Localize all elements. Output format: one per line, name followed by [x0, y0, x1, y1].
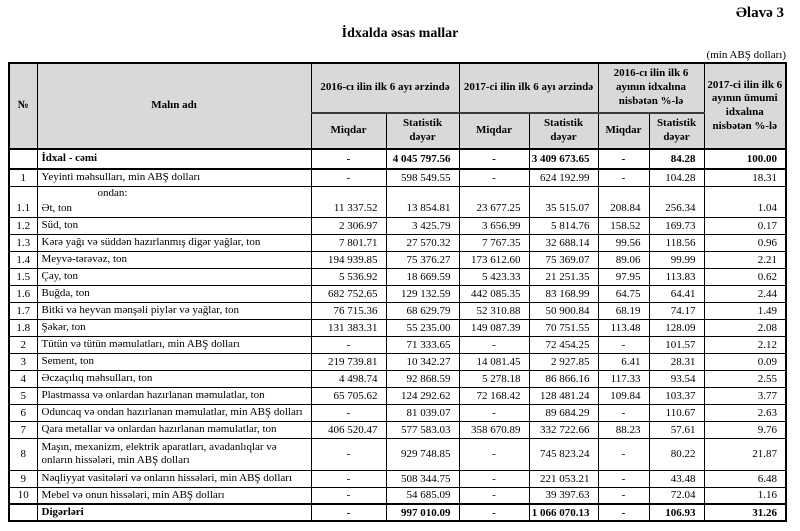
value-cell: 745 823.24 — [529, 438, 598, 470]
value-cell: - — [311, 149, 386, 169]
value-cell: 5 814.76 — [529, 217, 598, 234]
value-cell: - — [311, 404, 386, 421]
value-cell: 35 515.07 — [529, 200, 598, 217]
value-cell: 6.48 — [704, 470, 786, 487]
value-cell: 86 866.16 — [529, 370, 598, 387]
table-row — [9, 302, 786, 319]
value-cell: 57.61 — [649, 421, 704, 438]
value-cell: 2.21 — [704, 251, 786, 268]
value-cell: 72 454.25 — [529, 336, 598, 353]
value-cell: 1.16 — [704, 487, 786, 504]
value-cell: 99.99 — [649, 251, 704, 268]
value-cell: 0.62 — [704, 268, 786, 285]
value-cell: 110.67 — [649, 404, 704, 421]
value-cell — [311, 186, 386, 200]
value-cell: 129 132.59 — [386, 285, 459, 302]
value-cell: 75 376.27 — [386, 251, 459, 268]
value-cell: 88.23 — [598, 421, 649, 438]
product-name-cell: Nəqliyyat vasitələri və onların hissələri, min ABŞ dolları — [37, 470, 311, 487]
table-row — [9, 370, 786, 387]
table-header — [9, 63, 786, 149]
value-cell: 97.95 — [598, 268, 649, 285]
value-cell: - — [598, 336, 649, 353]
value-cell: 80.22 — [649, 438, 704, 470]
value-cell: 2.55 — [704, 370, 786, 387]
value-cell: 442 085.35 — [459, 285, 529, 302]
value-cell: 3 425.79 — [386, 217, 459, 234]
col-header-quantity-2016: Miqdar — [311, 113, 386, 149]
value-cell: - — [459, 487, 529, 504]
value-cell: - — [598, 169, 649, 186]
value-cell: - — [311, 336, 386, 353]
value-cell: - — [598, 504, 649, 521]
value-cell: 99.56 — [598, 234, 649, 251]
value-cell: 27 570.32 — [386, 234, 459, 251]
value-cell: 89.06 — [598, 251, 649, 268]
col-header-statvalue-2016: Statistik dəyər — [386, 113, 459, 149]
row-number-cell: 3 — [9, 353, 37, 370]
value-cell: 72 168.42 — [459, 387, 529, 404]
col-header-quantity-2017: Miqdar — [459, 113, 529, 149]
table-row — [9, 470, 786, 487]
product-name-cell: Qara metallar və onlardan hazırlanan məmulatlar, ton — [37, 421, 311, 438]
row-number-cell: 1.8 — [9, 319, 37, 336]
value-cell: 929 748.85 — [386, 438, 459, 470]
value-cell: 131 383.31 — [311, 319, 386, 336]
row-number-cell — [9, 504, 37, 521]
value-cell: 13 854.81 — [386, 200, 459, 217]
value-cell: - — [598, 149, 649, 169]
col-header-statvalue-2017: Statistik dəyər — [529, 113, 598, 149]
value-cell: - — [459, 149, 529, 169]
value-cell: 101.57 — [649, 336, 704, 353]
table-row — [9, 217, 786, 234]
page-title: İdxalda əsas mallar — [341, 26, 459, 41]
table-row — [9, 421, 786, 438]
value-cell — [704, 186, 786, 200]
row-number-cell — [9, 186, 37, 200]
value-cell: 65 705.62 — [311, 387, 386, 404]
col-group-ratio-2016: 2016-cı ilin ilk 6 ayının idxalına nisbətən %-lə — [598, 63, 704, 113]
row-number-cell: 1.3 — [9, 234, 37, 251]
table-row-subheading — [9, 186, 786, 200]
value-cell: 70 751.55 — [529, 319, 598, 336]
value-cell: 997 010.09 — [386, 504, 459, 521]
col-group-2016: 2016-cı ilin ilk 6 ayı ərzində — [311, 63, 459, 113]
value-cell: 2 927.85 — [529, 353, 598, 370]
value-cell: 43.48 — [649, 470, 704, 487]
value-cell: 194 939.85 — [311, 251, 386, 268]
value-cell: 14 081.45 — [459, 353, 529, 370]
table-row — [9, 234, 786, 251]
row-number-cell: 8 — [9, 438, 37, 470]
value-cell: 21.87 — [704, 438, 786, 470]
table-row-total — [9, 149, 786, 169]
value-cell: - — [311, 438, 386, 470]
table-row — [9, 404, 786, 421]
row-number-cell: 1.2 — [9, 217, 37, 234]
value-cell: 124 292.62 — [386, 387, 459, 404]
value-cell: 50 900.84 — [529, 302, 598, 319]
value-cell: 2.12 — [704, 336, 786, 353]
value-cell: 72.04 — [649, 487, 704, 504]
value-cell: 9.76 — [704, 421, 786, 438]
row-number-cell: 1.7 — [9, 302, 37, 319]
row-number-cell: 1.4 — [9, 251, 37, 268]
value-cell: 10 342.27 — [386, 353, 459, 370]
table-row — [9, 319, 786, 336]
product-name-cell: Oduncaq və ondan hazırlanan məmulatlar, min ABŞ dolları — [37, 404, 311, 421]
value-cell: 169.73 — [649, 217, 704, 234]
value-cell: 332 722.66 — [529, 421, 598, 438]
row-number-cell: 1.6 — [9, 285, 37, 302]
value-cell: 23 677.25 — [459, 200, 529, 217]
value-cell: 128 481.24 — [529, 387, 598, 404]
table-row-others-total — [9, 504, 786, 521]
value-cell: 104.28 — [649, 169, 704, 186]
value-cell: 1.49 — [704, 302, 786, 319]
value-cell: 68 629.79 — [386, 302, 459, 319]
value-cell: 89 684.29 — [529, 404, 598, 421]
value-cell: - — [459, 404, 529, 421]
table-row — [9, 487, 786, 504]
value-cell — [529, 186, 598, 200]
value-cell: 2.44 — [704, 285, 786, 302]
imports-table — [8, 62, 787, 522]
product-name-cell: Buğda, ton — [37, 285, 311, 302]
value-cell: 173 612.60 — [459, 251, 529, 268]
value-cell — [386, 186, 459, 200]
value-cell: 117.33 — [598, 370, 649, 387]
value-cell: 92 868.59 — [386, 370, 459, 387]
table-body — [9, 149, 786, 521]
row-number-cell: 2 — [9, 336, 37, 353]
value-cell: 83 168.99 — [529, 285, 598, 302]
product-name-cell: Bitki və heyvan mənşəli piylər və yağlar, ton — [37, 302, 311, 319]
value-cell: 76 715.36 — [311, 302, 386, 319]
col-header-statvalue-ratio: Statistik dəyər — [649, 113, 704, 149]
value-cell: 18 669.59 — [386, 268, 459, 285]
value-cell: 3 656.99 — [459, 217, 529, 234]
table-row — [9, 169, 786, 186]
product-name-cell: Əczaçılıq məhsulları, ton — [37, 370, 311, 387]
value-cell: - — [598, 470, 649, 487]
product-name-cell: Süd, ton — [37, 217, 311, 234]
table-row — [9, 353, 786, 370]
col-header-number: № — [9, 63, 37, 149]
product-name-cell: Tütün və tütün məmulatları, min ABŞ dolları — [37, 336, 311, 353]
col-header-share-2017: 2017-ci ilin ilk 6 ayının ümumi idxalına nisbətən %-lə — [704, 63, 786, 149]
value-cell: 55 235.00 — [386, 319, 459, 336]
value-cell: 256.34 — [649, 200, 704, 217]
product-name-cell: İdxal - cəmi — [37, 149, 311, 169]
product-name-cell: Kərə yağı və süddən hazırlanmış digər yağlar, ton — [37, 234, 311, 251]
value-cell: 1 066 070.13 — [529, 504, 598, 521]
value-cell: 4 498.74 — [311, 370, 386, 387]
table-row — [9, 251, 786, 268]
value-cell: 221 053.21 — [529, 470, 598, 487]
value-cell: - — [598, 438, 649, 470]
value-cell: 4 045 797.56 — [386, 149, 459, 169]
value-cell: 28.31 — [649, 353, 704, 370]
value-cell: 93.54 — [649, 370, 704, 387]
value-cell: 81 039.07 — [386, 404, 459, 421]
value-cell: 64.75 — [598, 285, 649, 302]
value-cell: 1.04 — [704, 200, 786, 217]
value-cell: 64.41 — [649, 285, 704, 302]
product-name-cell: Digərləri — [37, 504, 311, 521]
value-cell — [598, 186, 649, 200]
value-cell: - — [459, 470, 529, 487]
value-cell: 11 337.52 — [311, 200, 386, 217]
value-cell: 208.84 — [598, 200, 649, 217]
value-cell: 128.09 — [649, 319, 704, 336]
page-header — [0, 0, 800, 61]
value-cell: 358 670.89 — [459, 421, 529, 438]
value-cell: 100.00 — [704, 149, 786, 169]
value-cell: - — [598, 404, 649, 421]
row-number-cell: 1.1 — [9, 200, 37, 217]
value-cell: 158.52 — [598, 217, 649, 234]
value-cell: - — [459, 438, 529, 470]
value-cell: 219 739.81 — [311, 353, 386, 370]
col-header-product-name: Malın adı — [37, 63, 311, 149]
product-name-cell: Plastmassa və onlardan hazırlanan məmulatlar, ton — [37, 387, 311, 404]
value-cell: 54 685.09 — [386, 487, 459, 504]
col-group-2017: 2017-ci ilin ilk 6 ayı ərzində — [459, 63, 598, 113]
value-cell: - — [459, 504, 529, 521]
value-cell: 577 583.03 — [386, 421, 459, 438]
value-cell: 39 397.63 — [529, 487, 598, 504]
product-name-cell: Sement, ton — [37, 353, 311, 370]
table-row — [9, 336, 786, 353]
value-cell: 0.09 — [704, 353, 786, 370]
row-number-cell: 4 — [9, 370, 37, 387]
value-cell: 109.84 — [598, 387, 649, 404]
value-cell: 3 409 673.65 — [529, 149, 598, 169]
value-cell: 71 333.65 — [386, 336, 459, 353]
row-number-cell: 1.5 — [9, 268, 37, 285]
value-cell: 682 752.65 — [311, 285, 386, 302]
row-number-cell: 6 — [9, 404, 37, 421]
product-name-cell: Yeyinti məhsulları, min ABŞ dolları — [37, 169, 311, 186]
product-name-cell: Maşın, mexanizm, elektrik aparatları, avadanlıqlar və onların hissələri, min ABŞ dolları — [37, 438, 311, 470]
product-name-cell: Meyvə-tərəvəz, ton — [37, 251, 311, 268]
row-number-cell: 1 — [9, 169, 37, 186]
value-cell: 106.93 — [649, 504, 704, 521]
value-cell: 7 767.35 — [459, 234, 529, 251]
col-header-quantity-ratio: Miqdar — [598, 113, 649, 149]
value-cell: 0.17 — [704, 217, 786, 234]
value-cell: 508 344.75 — [386, 470, 459, 487]
value-cell: 5 423.33 — [459, 268, 529, 285]
value-cell: 5 536.92 — [311, 268, 386, 285]
value-cell: 118.56 — [649, 234, 704, 251]
value-cell: 2.08 — [704, 319, 786, 336]
value-cell: - — [311, 504, 386, 521]
product-name-cell: Çay, ton — [37, 268, 311, 285]
value-cell: 6.41 — [598, 353, 649, 370]
value-cell — [459, 186, 529, 200]
table-row — [9, 268, 786, 285]
row-number-cell: 9 — [9, 470, 37, 487]
value-cell: 113.48 — [598, 319, 649, 336]
value-cell: 598 549.55 — [386, 169, 459, 186]
product-name-cell: ondan: — [37, 186, 311, 200]
value-cell: 406 520.47 — [311, 421, 386, 438]
value-cell: - — [311, 169, 386, 186]
value-cell: 75 369.07 — [529, 251, 598, 268]
table-row — [9, 285, 786, 302]
table-row — [9, 387, 786, 404]
table-row — [9, 200, 786, 217]
appendix-label: Əlavə 3 — [735, 5, 784, 21]
value-cell: 68.19 — [598, 302, 649, 319]
table-row — [9, 438, 786, 470]
value-cell: 7 801.71 — [311, 234, 386, 251]
value-cell: 18.31 — [704, 169, 786, 186]
value-cell: 2 306.97 — [311, 217, 386, 234]
row-number-cell — [9, 149, 37, 169]
value-cell: 52 310.88 — [459, 302, 529, 319]
value-cell: 113.83 — [649, 268, 704, 285]
value-cell: - — [459, 336, 529, 353]
value-cell: - — [311, 470, 386, 487]
value-cell: 74.17 — [649, 302, 704, 319]
value-cell — [649, 186, 704, 200]
row-number-cell: 5 — [9, 387, 37, 404]
value-cell: 84.28 — [649, 149, 704, 169]
value-cell: 3.77 — [704, 387, 786, 404]
value-cell: 5 278.18 — [459, 370, 529, 387]
unit-note: (min ABŞ dolları) — [706, 49, 786, 61]
value-cell: 21 251.35 — [529, 268, 598, 285]
value-cell: - — [459, 169, 529, 186]
value-cell: 2.63 — [704, 404, 786, 421]
value-cell: 0.96 — [704, 234, 786, 251]
value-cell: - — [311, 487, 386, 504]
row-number-cell: 7 — [9, 421, 37, 438]
product-name-cell: Mebel və onun hissələri, min ABŞ dolları — [37, 487, 311, 504]
product-name-cell: Ət, ton — [37, 200, 311, 217]
value-cell: 624 192.99 — [529, 169, 598, 186]
value-cell: 149 087.39 — [459, 319, 529, 336]
product-name-cell: Şəkər, ton — [37, 319, 311, 336]
value-cell: 32 688.14 — [529, 234, 598, 251]
value-cell: - — [598, 487, 649, 504]
row-number-cell: 10 — [9, 487, 37, 504]
value-cell: 31.26 — [704, 504, 786, 521]
value-cell: 103.37 — [649, 387, 704, 404]
